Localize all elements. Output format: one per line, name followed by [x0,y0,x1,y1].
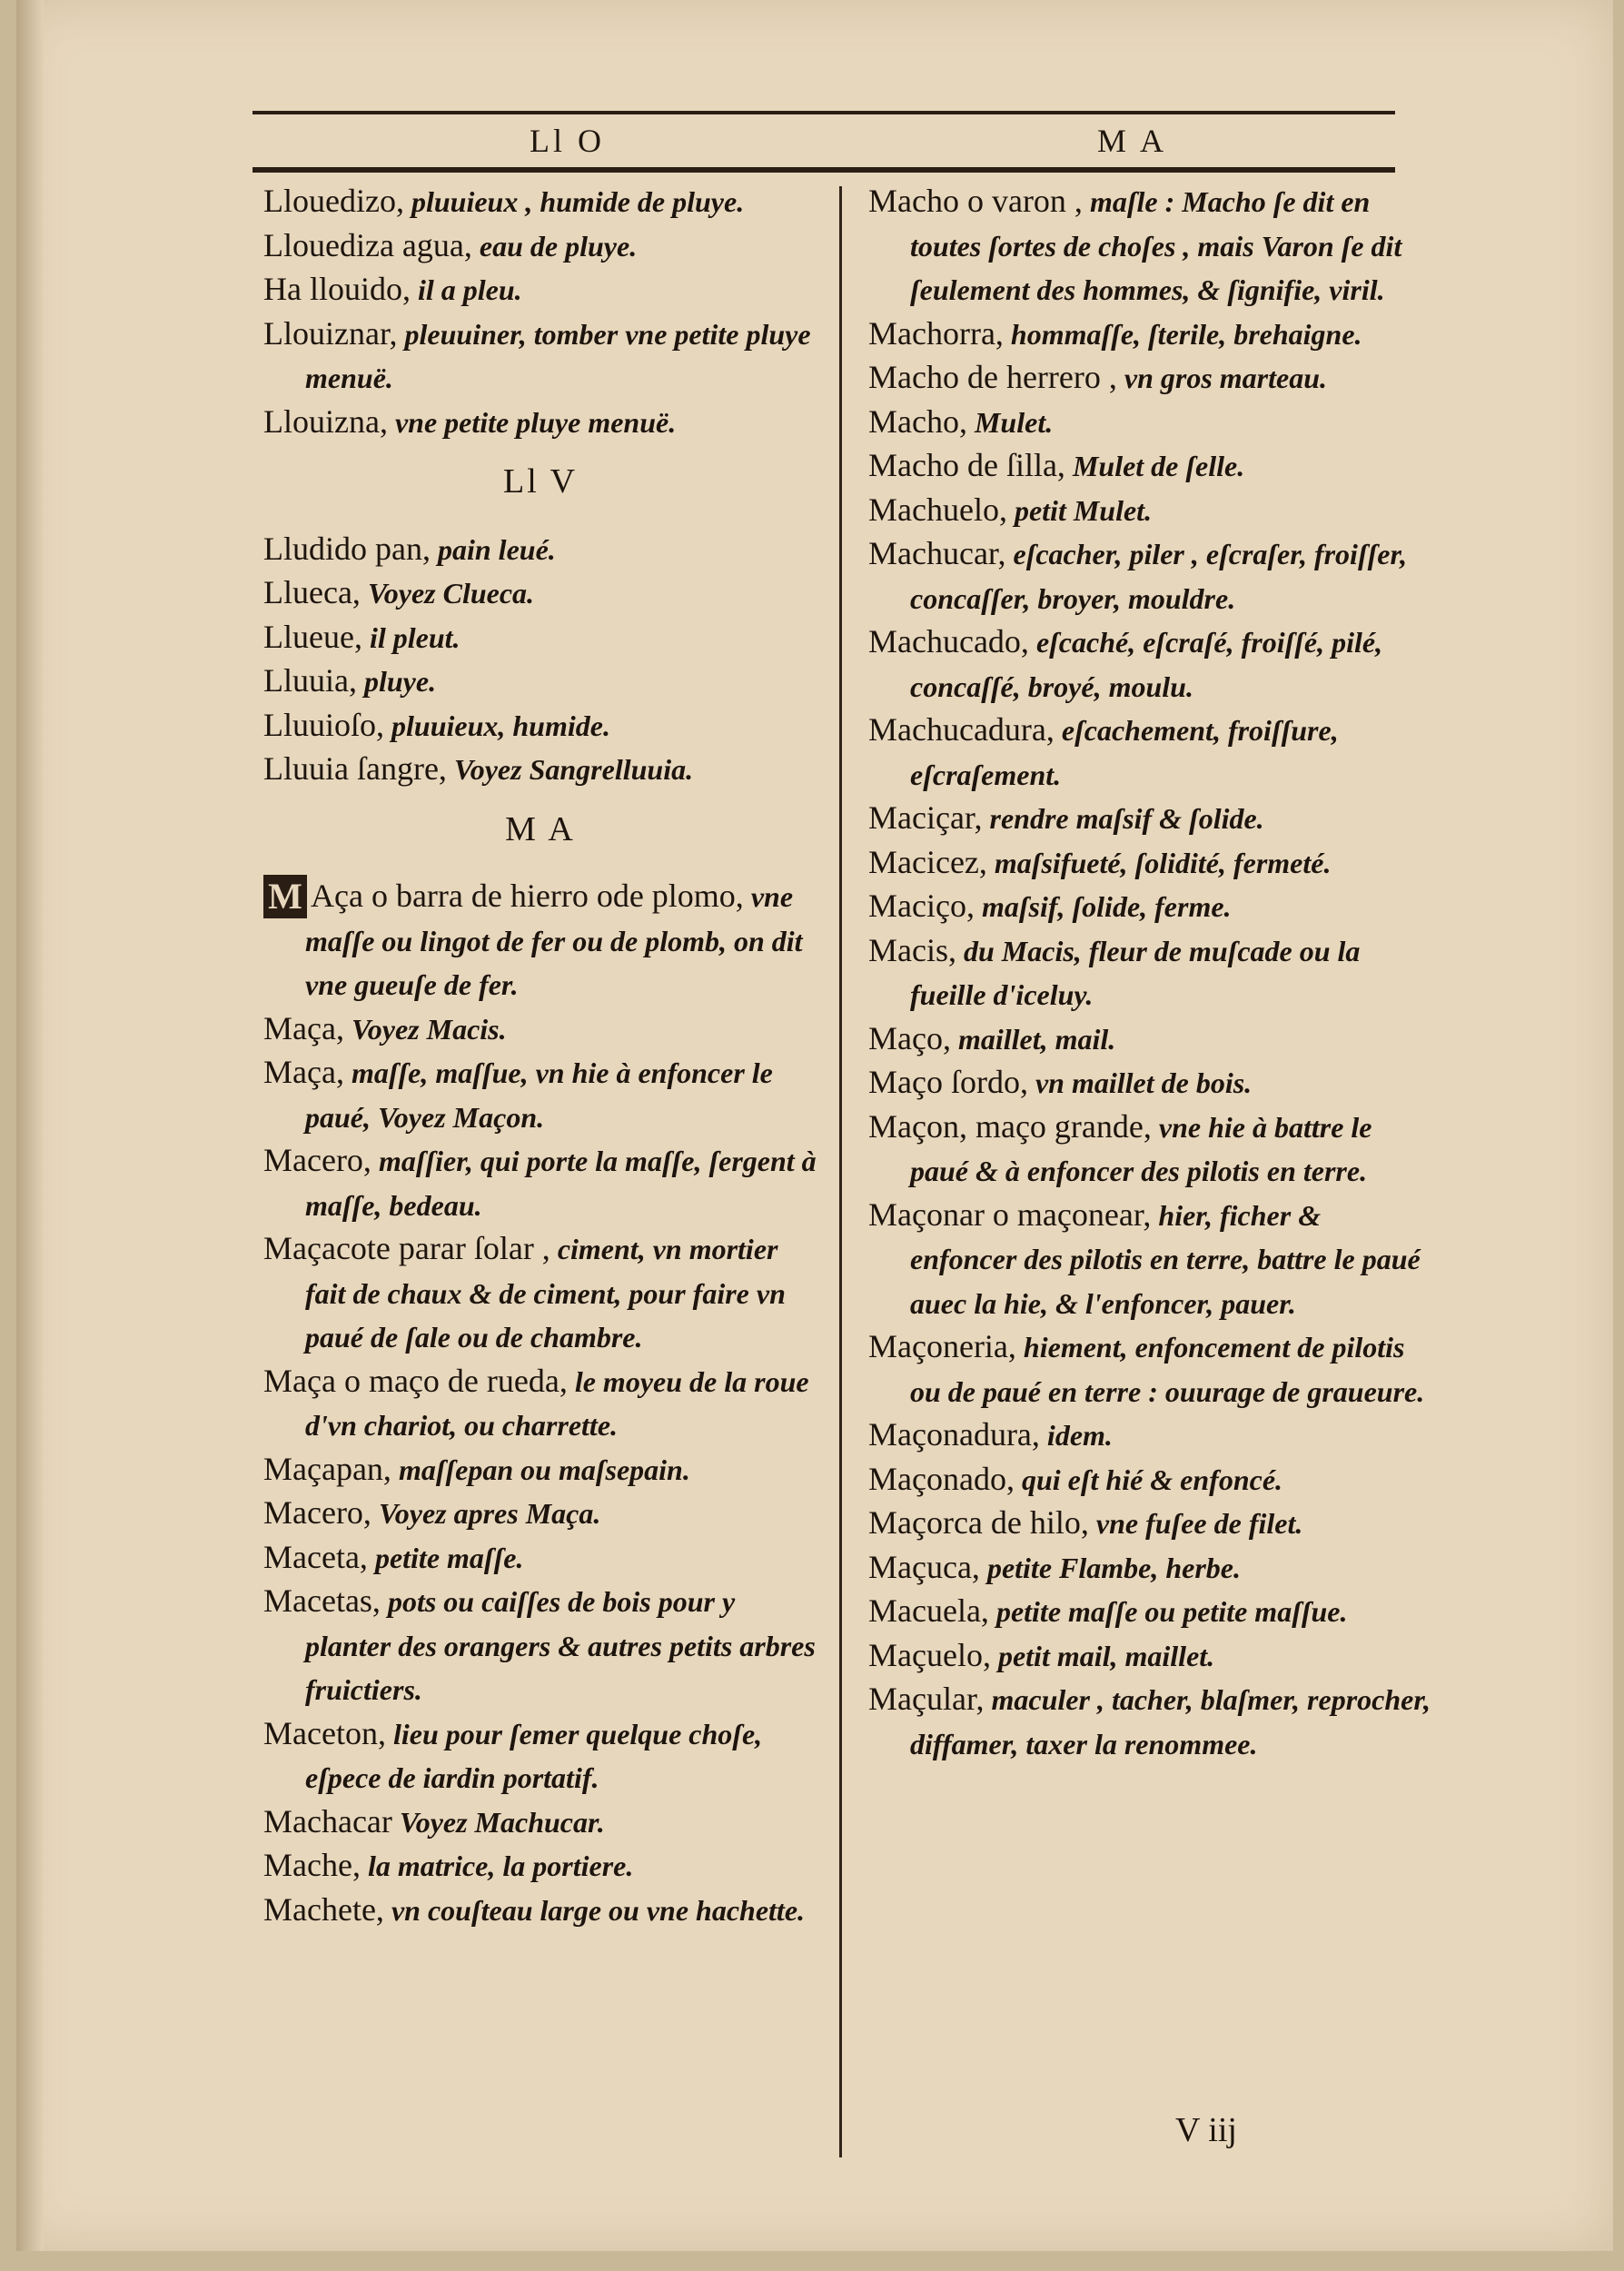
entry-headword: Macicez, [868,843,987,880]
entry-headword: Aça o barra de hierro ode plomo, [311,878,744,914]
dictionary-entry [868,797,1431,841]
dictionary-entry [868,1678,1431,1766]
entry-headword: Maça o maço de rueda, [263,1362,568,1399]
entry-headword: Maçorca de hilo, [868,1504,1089,1541]
entry-headword: Machorra, [868,314,1004,352]
entry-headword: Maçuelo, [868,1636,991,1673]
entry-definition: Voyez Clueca. [360,577,535,610]
entry-definition: petite maſſe. [367,1541,524,1574]
entry-headword: Llueca, [263,574,361,610]
entry-headword: Maçonadura, [868,1416,1040,1453]
dictionary-entry [263,180,817,224]
entry-definition: petite maſſe ou petite maſſue. [988,1595,1348,1628]
entry-definition: pluuieux , humide de pluye. [403,185,745,218]
entry-headword: Maceton, [263,1714,386,1751]
entry-headword: Macero, [263,1494,371,1531]
entry-headword: Macis, [868,931,956,968]
dictionary-entry [263,528,817,572]
entry-definition: hommaſſe, ſterile, brehaigne. [1003,317,1362,351]
section-heading-ma: M A [505,809,576,848]
column-divider [839,186,842,2157]
dictionary-entry [868,1194,1431,1326]
dictionary-entry [868,1413,1431,1458]
dictionary-entry [263,659,817,704]
dictionary-entry [263,616,817,660]
dictionary-entry [868,1325,1431,1413]
entry-definition: maſſier, qui porte la maſſe, ſergent à maſſe, bedeau. [305,1145,817,1222]
dictionary-entry [263,1448,817,1493]
dictionary-entry [868,180,1431,312]
entry-definition: eau de pluye. [471,229,638,263]
running-head-right: M A [1097,123,1168,159]
entry-headword: Maceta, [263,1538,368,1575]
entry-definition: ciment, vn mortier fait de chaux & de ciment, pour faire vn paué de ſale ou de chambre. [305,1233,786,1354]
entry-definition: maillet, mail. [950,1022,1116,1056]
signature-mark: V iij [1175,2111,1237,2149]
entry-definition: vn couſteau large ou vne hachette. [383,1893,806,1927]
header-rule-bottom [253,167,1395,173]
entry-definition: maſsif, ſolide, ferme. [974,890,1232,923]
entry-definition: le moyeu de la roue d'vn chariot, ou charrette. [305,1364,809,1442]
dictionary-entry [868,489,1431,533]
dictionary-entry [263,1051,817,1139]
entry-headword: Maçular, [868,1681,985,1717]
dictionary-entry [263,1139,817,1227]
dictionary-entry [868,929,1431,1017]
entry-headword: Maçuca, [868,1548,980,1585]
dictionary-entry [263,1007,817,1052]
entry-headword: Maço ſordo, [868,1064,1028,1100]
entry-headword: Llouedizo, [263,183,404,219]
dictionary-entry [868,1106,1431,1194]
dictionary-entry [868,401,1431,445]
entry-definition: pleuuiner, tomber vne petite pluye menuë. [305,317,811,394]
dictionary-entry [868,312,1431,357]
entry-definition: qui eſt hié & enfoncé. [1014,1463,1283,1496]
dictionary-entry [868,1590,1431,1634]
entry-headword: Maciço, [868,888,975,924]
dictionary-entry [868,356,1431,401]
entry-definition: vne fuſee de filet. [1088,1507,1303,1540]
entry-headword: Llouiznar, [263,314,398,352]
dictionary-entry [868,532,1431,620]
entry-definition: lieu pour ſemer quelque choſe, eſpece de iardin portatif. [305,1717,763,1794]
dictionary-entry [263,1536,817,1581]
dictionary-entry [263,748,817,792]
entry-definition: eſcacher, piler , eſcraſer, froiſſer, concaſſer, broyer, mouldre. [910,538,1408,615]
entry-definition: vne hie à battre le paué & à enfoncer des pilotis en terre. [910,1110,1372,1187]
dictionary-entry [263,1492,817,1536]
dictionary-entry [868,620,1431,709]
entry-definition: petit mail, maillet. [990,1639,1215,1672]
entry-definition: maſle : Macho ſe dit en toutes ſortes de choſes , mais Varon ſe dit ſeulement des hommes, & ſignifie, viril. [910,185,1402,306]
entry-headword: Lluuia ſangre, [263,750,447,787]
entry-definition: idem. [1039,1419,1113,1452]
entry-definition: il pleut. [361,620,460,654]
dictionary-entry [263,268,817,312]
dictionary-entry [263,312,817,401]
entry-definition: petite Flambe, herbe. [979,1551,1241,1584]
dictionary-entry [868,444,1431,489]
dictionary-entry [263,1580,817,1712]
entry-headword: Machuelo, [868,491,1007,528]
dictionary-entry [868,1546,1431,1591]
dictionary-entry [868,885,1431,929]
dictionary-entry [263,1227,817,1360]
dictionary-entry [263,1360,817,1448]
page-gutter [16,0,44,2251]
entry-definition: pain leué. [430,532,556,566]
entry-headword: Machacar [263,1802,392,1840]
entry-headword: Ha llouido, [263,271,411,307]
entry-headword: Machete, [263,1890,384,1928]
entry-headword: Machucado, [868,623,1029,659]
entry-headword: Llouediza agua, [263,226,472,263]
left-column [263,180,817,1932]
entry-headword: Lludido pan, [263,530,431,567]
entries-group [868,180,1431,1766]
entry-headword: Macho, [868,402,967,440]
entry-definition: il a pleu. [410,273,522,306]
entry-definition: hiement, enfoncement de pilotis ou de paué en terre : ouurage de graueure. [910,1331,1425,1408]
entry-headword: Maço, [868,1019,951,1056]
entry-definition: pots ou caiſſes de bois pour y planter des orangers & autres petits arbres fruictiers. [305,1585,816,1706]
entry-definition: eſcaché, eſcraſé, froiſſé, pilé, concaſſé, broyé, moulu. [910,626,1383,703]
entry-headword: Macetas, [263,1582,381,1619]
entry-definition: maculer , tacher, blaſmer, reprocher, diffamer, taxer la renommee. [910,1683,1431,1760]
entry-definition: vn maillet de bois. [1027,1066,1253,1099]
drop-cap-initial: M [263,875,307,918]
entry-definition: Voyez Macis. [343,1012,507,1046]
entries-group [263,528,817,792]
entry-headword: Maçon, maço grande, [868,1107,1152,1145]
entry-definition: rendre maſsif & ſolide. [982,802,1264,835]
entry-definition: la matrice, la portiere. [360,1850,634,1882]
entry-headword: Maçapan, [263,1450,391,1487]
running-head-left: Ll O [530,123,605,159]
entry-definition: hier, ficher & enfoncer des pilotis en terre, battre le paué auec la hie, & l'enfoncer, pauer. [910,1198,1421,1320]
book-page [16,0,1613,2251]
entry-headword: Maciçar, [868,799,983,836]
entry-definition: eſcachement, froiſſure, eſcraſement. [910,714,1339,791]
entry-definition: maſſepan ou maſsepain. [391,1453,690,1486]
dictionary-entry [263,875,817,1007]
dictionary-entry [868,841,1431,886]
entry-headword: Maçonado, [868,1460,1015,1497]
entry-definition: vne maſſe ou lingot de fer ou de plomb, on dit vne gueuſe de fer. [305,880,803,1001]
entry-headword: Maçonar o maçonear, [868,1195,1152,1233]
entry-definition: maſsifueté, ſolidité, fermeté. [986,846,1332,879]
right-column [868,180,1431,1766]
dictionary-entry [263,224,817,269]
header-rule-top [253,111,1395,114]
entry-definition: maſſe, maſſue, vn hie à enfoncer le paué, Voyez Maçon. [305,1056,773,1134]
entry-headword: Macero, [263,1142,371,1178]
dictionary-entry [263,401,817,445]
dictionary-entry [868,1502,1431,1546]
entry-definition: pluuieux, humide. [384,709,610,742]
entry-definition: vne petite pluye menuë. [387,405,677,439]
entry-definition: Mulet. [966,405,1054,439]
dictionary-entry [263,1889,817,1933]
entry-headword: Maçoneria, [868,1328,1016,1364]
entries-group [263,180,817,444]
entry-headword: Macho de ſilla, [868,447,1065,483]
dictionary-entry [868,1017,1431,1062]
dictionary-entry [263,1800,817,1845]
entry-headword: Llueue, [263,618,362,655]
entry-definition: Voyez Sangrelluuia. [446,753,694,786]
entry-definition: pluye. [356,665,437,698]
dictionary-entry [868,1061,1431,1106]
entry-definition: Voyez apres Maça. [371,1497,601,1530]
entry-definition: du Macis, fleur de muſcade ou la fueille d'iceluy. [910,934,1361,1011]
entry-definition: vn gros marteau. [1116,362,1328,394]
dictionary-entry [263,571,817,616]
entry-headword: Maça, [263,1054,344,1090]
section-heading-llv: Ll V [502,462,579,501]
entry-headword: Macuela, [868,1592,989,1629]
entry-headword: Lluuioſo, [263,706,384,743]
dictionary-entry [263,1844,817,1889]
entry-headword: Maçacote parar ſolar , [263,1230,550,1266]
entries-group [263,875,817,1932]
entry-headword: Mache, [263,1847,361,1883]
entry-headword: Maça, [263,1009,344,1046]
entry-headword: Machucadura, [868,711,1055,748]
entry-definition: Voyez Machucar. [391,1805,605,1839]
dictionary-entry [868,1458,1431,1502]
dictionary-entry [263,1712,817,1800]
dictionary-entry [868,709,1431,797]
entry-headword: Machucar, [868,535,1006,571]
entry-definition: Mulet de ſelle. [1065,450,1245,482]
dictionary-entry [263,704,817,749]
dictionary-entry [868,1634,1431,1679]
entry-definition: petit Mulet. [1006,493,1153,527]
entry-headword: Macho o varon , [868,183,1083,219]
entry-headword: Macho de herrero , [868,359,1117,395]
entry-headword: Llouizna, [263,402,388,440]
entry-headword: Lluuia, [263,662,357,699]
